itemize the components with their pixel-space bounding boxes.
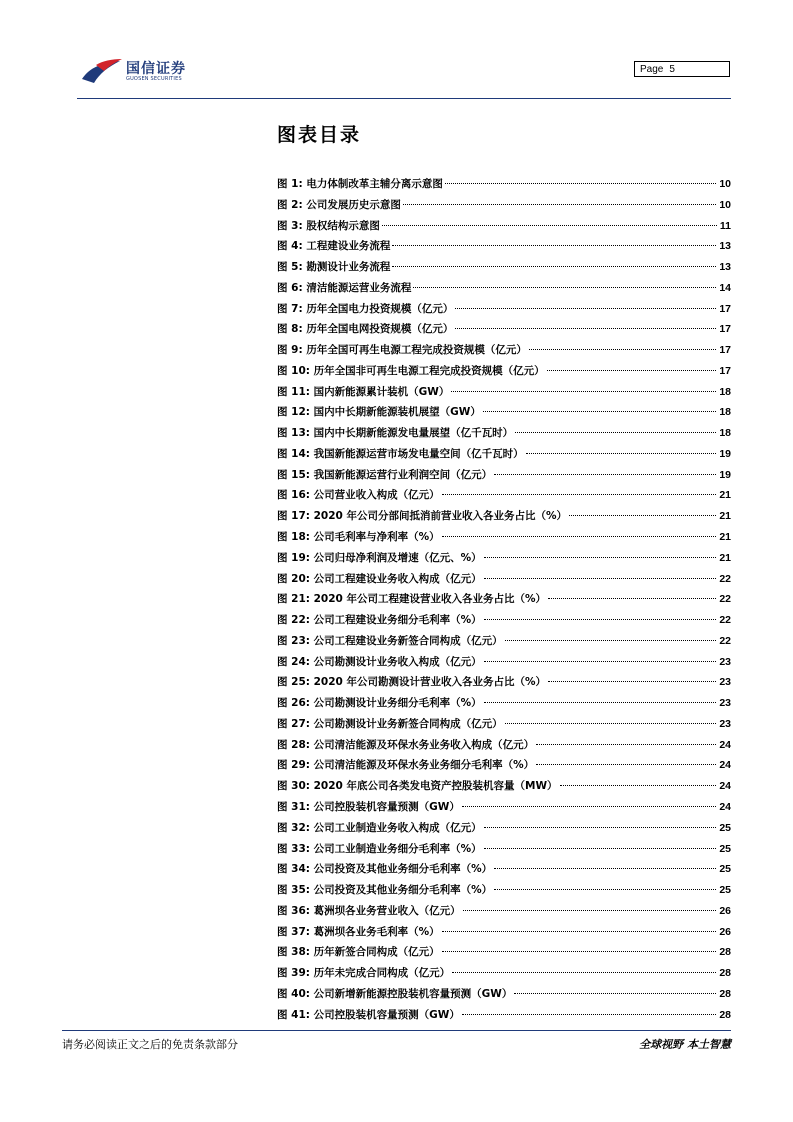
toc-item-page: 25 — [719, 842, 731, 855]
toc-item-page: 19 — [719, 468, 731, 481]
toc-item-page: 10 — [719, 198, 731, 211]
toc-item-page: 13 — [719, 261, 731, 274]
toc-item[interactable] — [277, 591, 731, 612]
toc-list — [277, 176, 731, 1027]
toc-item[interactable] — [277, 799, 731, 820]
toc-leader-dots — [484, 557, 717, 558]
toc-item[interactable] — [277, 363, 731, 384]
toc-item[interactable] — [277, 654, 731, 675]
toc-item-label: 图 26: 公司勘测设计业务细分毛利率（%） — [277, 697, 482, 710]
toc-item[interactable] — [277, 218, 731, 239]
toc-item-label: 图 41: 公司控股装机容量预测（GW） — [277, 1008, 460, 1021]
toc-leader-dots — [483, 411, 716, 412]
toc-item[interactable] — [277, 487, 731, 508]
toc-item[interactable] — [277, 550, 731, 571]
toc-leader-dots — [484, 827, 717, 828]
logo-english-name: GUOSEN SECURITIES — [126, 76, 182, 82]
toc-item-label: 图 32: 公司工业制造业务收入构成（亿元） — [277, 821, 482, 834]
toc-item-label: 图 38: 历年新签合同构成（亿元） — [277, 946, 440, 959]
toc-item[interactable] — [277, 571, 731, 592]
toc-item-label: 图 37: 葛洲坝各业务毛利率（%） — [277, 925, 440, 938]
toc-item-label: 图 23: 公司工程建设业务新签合同构成（亿元） — [277, 634, 503, 647]
toc-item-page: 28 — [719, 1008, 731, 1021]
toc-leader-dots — [484, 661, 717, 662]
toc-item-page: 23 — [719, 676, 731, 689]
toc-item-page: 25 — [719, 863, 731, 876]
toc-item-label: 图 16: 公司营业收入构成（亿元） — [277, 489, 440, 502]
toc-item-page: 18 — [719, 427, 731, 440]
toc-item-page: 17 — [719, 323, 731, 336]
toc-leader-dots — [403, 204, 716, 205]
toc-leader-dots — [484, 619, 717, 620]
toc-item-page: 22 — [719, 572, 731, 585]
toc-item-label: 图 13: 国内中长期新能源发电量展望（亿千瓦时） — [277, 427, 514, 440]
toc-leader-dots — [462, 806, 716, 807]
toc-item-page: 23 — [719, 655, 731, 668]
toc-item-label: 图 14: 我国新能源运营市场发电量空间（亿千瓦时） — [277, 447, 524, 460]
toc-leader-dots — [451, 391, 716, 392]
toc-leader-dots — [526, 453, 717, 454]
toc-item[interactable] — [277, 1007, 731, 1028]
toc-item[interactable] — [277, 425, 731, 446]
toc-item[interactable] — [277, 508, 731, 529]
toc-item[interactable] — [277, 695, 731, 716]
toc-item[interactable] — [277, 259, 731, 280]
toc-item[interactable] — [277, 176, 731, 197]
toc-leader-dots — [547, 370, 717, 371]
toc-item-page: 22 — [719, 593, 731, 606]
toc-item-label: 图 24: 公司勘测设计业务收入构成（亿元） — [277, 655, 482, 668]
toc-leader-dots — [413, 287, 716, 288]
toc-item[interactable] — [277, 820, 731, 841]
toc-leader-dots — [536, 764, 716, 765]
toc-leader-dots — [536, 744, 716, 745]
toc-item-page: 25 — [719, 821, 731, 834]
toc-leader-dots — [442, 536, 717, 537]
toc-item-label: 图 22: 公司工程建设业务细分毛利率（%） — [277, 614, 482, 627]
toc-item-label: 图 34: 公司投资及其他业务细分毛利率（%） — [277, 863, 493, 876]
toc-leader-dots — [560, 785, 717, 786]
toc-item-label: 图 7: 历年全国电力投资规模（亿元） — [277, 302, 454, 315]
toc-item[interactable] — [277, 965, 731, 986]
toc-item[interactable] — [277, 197, 731, 218]
toc-leader-dots — [484, 848, 717, 849]
toc-leader-dots — [455, 328, 716, 329]
toc-item[interactable] — [277, 342, 731, 363]
toc-item-label: 图 35: 公司投资及其他业务细分毛利率（%） — [277, 884, 493, 897]
toc-item-label: 图 33: 公司工业制造业务细分毛利率（%） — [277, 842, 482, 855]
header-divider — [77, 98, 731, 99]
toc-item-page: 21 — [719, 531, 731, 544]
toc-item-label: 图 2: 公司发展历史示意图 — [277, 198, 401, 211]
toc-leader-dots — [569, 515, 716, 516]
toc-item[interactable] — [277, 633, 731, 654]
toc-item-page: 11 — [719, 219, 731, 232]
toc-item-page: 24 — [719, 780, 731, 793]
toc-item[interactable] — [277, 737, 731, 758]
toc-leader-dots — [392, 266, 716, 267]
toc-item-page: 19 — [719, 447, 731, 460]
toc-item-label: 图 28: 公司清洁能源及环保水务业务收入构成（亿元） — [277, 738, 535, 751]
toc-item-page: 22 — [719, 634, 731, 647]
toc-item[interactable] — [277, 778, 731, 799]
footer-disclaimer: 请务必阅读正文之后的免责条款部分 — [62, 1038, 238, 1051]
toc-title: 图表目录 — [277, 124, 362, 146]
toc-leader-dots — [505, 640, 717, 641]
toc-leader-dots — [484, 702, 717, 703]
toc-item-label: 图 20: 公司工程建设业务收入构成（亿元） — [277, 572, 482, 585]
toc-item-label: 图 31: 公司控股装机容量预测（GW） — [277, 800, 460, 813]
logo-chinese-name: 国信证券 — [126, 61, 186, 77]
toc-item-page: 24 — [719, 738, 731, 751]
toc-leader-dots — [494, 474, 716, 475]
guosen-logo — [80, 57, 210, 85]
toc-item-page: 21 — [719, 551, 731, 564]
toc-item-label: 图 8: 历年全国电网投资规模（亿元） — [277, 323, 454, 336]
toc-item-label: 图 39: 历年未完成合同构成（亿元） — [277, 967, 451, 980]
toc-item-page: 28 — [719, 967, 731, 980]
toc-leader-dots — [529, 349, 716, 350]
toc-item-page: 26 — [719, 925, 731, 938]
toc-item-label: 图 25: 2020 年公司勘测设计营业收入各业务占比（%） — [277, 676, 547, 689]
toc-item-label: 图 6: 清洁能源运营业务流程 — [277, 281, 412, 294]
toc-item-page: 13 — [719, 240, 731, 253]
toc-item-label: 图 9: 历年全国可再生电源工程完成投资规模（亿元） — [277, 344, 527, 357]
toc-item-label: 图 19: 公司归母净利润及增速（亿元、%） — [277, 551, 482, 564]
toc-item[interactable] — [277, 446, 731, 467]
guosen-logo-mark-icon — [80, 57, 124, 85]
toc-leader-dots — [484, 578, 717, 579]
page-number: 5 — [669, 64, 675, 75]
toc-item[interactable] — [277, 321, 731, 342]
toc-leader-dots — [455, 308, 716, 309]
toc-item-label: 图 29: 公司清洁能源及环保水务业务细分毛利率（%） — [277, 759, 535, 772]
toc-leader-dots — [463, 910, 717, 911]
toc-item-label: 图 18: 公司毛利率与净利率（%） — [277, 531, 440, 544]
toc-leader-dots — [442, 494, 717, 495]
toc-item-label: 图 3: 股权结构示意图 — [277, 219, 380, 232]
toc-leader-dots — [382, 225, 717, 226]
toc-item[interactable] — [277, 903, 731, 924]
toc-item[interactable] — [277, 674, 731, 695]
toc-item[interactable] — [277, 841, 731, 862]
toc-leader-dots — [452, 972, 716, 973]
toc-leader-dots — [515, 432, 716, 433]
toc-item-label: 图 17: 2020 年公司分部间抵消前营业收入各业务占比（%） — [277, 510, 568, 523]
toc-leader-dots — [462, 1014, 716, 1015]
toc-item-label: 图 27: 公司勘测设计业务新签合同构成（亿元） — [277, 717, 503, 730]
toc-item[interactable] — [277, 882, 731, 903]
toc-item-page: 17 — [719, 302, 731, 315]
toc-item-label: 图 10: 历年全国非可再生电源工程完成投资规模（亿元） — [277, 364, 545, 377]
toc-item-page: 25 — [719, 884, 731, 897]
toc-item-page: 23 — [719, 717, 731, 730]
toc-item[interactable] — [277, 716, 731, 737]
page-label: Page — [640, 64, 664, 75]
toc-item-label: 图 4: 工程建设业务流程 — [277, 240, 391, 253]
toc-leader-dots — [445, 183, 716, 184]
toc-item[interactable] — [277, 612, 731, 633]
toc-item[interactable] — [277, 944, 731, 965]
toc-item-page: 18 — [719, 406, 731, 419]
toc-item-page: 24 — [719, 800, 731, 813]
toc-leader-dots — [392, 245, 716, 246]
toc-item[interactable] — [277, 301, 731, 322]
toc-item[interactable] — [277, 986, 731, 1007]
toc-item[interactable] — [277, 757, 731, 778]
toc-item-page: 22 — [719, 614, 731, 627]
toc-leader-dots — [494, 889, 716, 890]
toc-item-page: 21 — [719, 489, 731, 502]
toc-item-page: 17 — [719, 364, 731, 377]
toc-item-page: 23 — [719, 697, 731, 710]
toc-leader-dots — [442, 951, 717, 952]
toc-item-label: 图 11: 国内新能源累计装机（GW） — [277, 385, 450, 398]
toc-item[interactable] — [277, 467, 731, 488]
toc-item-label: 图 1: 电力体制改革主辅分离示意图 — [277, 178, 443, 190]
toc-leader-dots — [514, 993, 716, 994]
footer-divider — [62, 1030, 731, 1031]
toc-item-page: 26 — [719, 904, 731, 917]
toc-item-label: 图 40: 公司新增新能源控股装机容量预测（GW） — [277, 987, 513, 1000]
toc-leader-dots — [548, 681, 716, 682]
toc-leader-dots — [442, 931, 717, 932]
toc-item-label: 图 36: 葛洲坝各业务营业收入（亿元） — [277, 904, 461, 917]
toc-item[interactable] — [277, 529, 731, 550]
toc-leader-dots — [548, 598, 716, 599]
toc-item-page: 21 — [719, 510, 731, 523]
toc-item-label: 图 21: 2020 年公司工程建设营业收入各业务占比（%） — [277, 593, 547, 606]
toc-item[interactable] — [277, 404, 731, 425]
toc-item[interactable] — [277, 280, 731, 301]
toc-leader-dots — [494, 868, 716, 869]
toc-item[interactable] — [277, 384, 731, 405]
toc-item[interactable] — [277, 238, 731, 259]
toc-item-page: 28 — [719, 987, 731, 1000]
toc-item-label: 图 30: 2020 年底公司各类发电资产控股装机容量（MW） — [277, 780, 558, 793]
page-indicator — [634, 61, 730, 77]
toc-item[interactable] — [277, 861, 731, 882]
toc-leader-dots — [505, 723, 717, 724]
toc-item-page: 18 — [719, 385, 731, 398]
footer-slogan: 全球视野 本土智慧 — [639, 1038, 731, 1051]
toc-item[interactable] — [277, 924, 731, 945]
toc-item-page: 28 — [719, 946, 731, 959]
toc-item-page: 17 — [719, 344, 731, 357]
toc-item-page: 24 — [719, 759, 731, 772]
toc-item-page: 10 — [719, 178, 731, 190]
toc-item-page: 14 — [719, 281, 731, 294]
toc-item-label: 图 5: 勘测设计业务流程 — [277, 261, 391, 274]
toc-item-label: 图 15: 我国新能源运营行业利润空间（亿元） — [277, 468, 493, 481]
toc-item-label: 图 12: 国内中长期新能源装机展望（GW） — [277, 406, 481, 419]
